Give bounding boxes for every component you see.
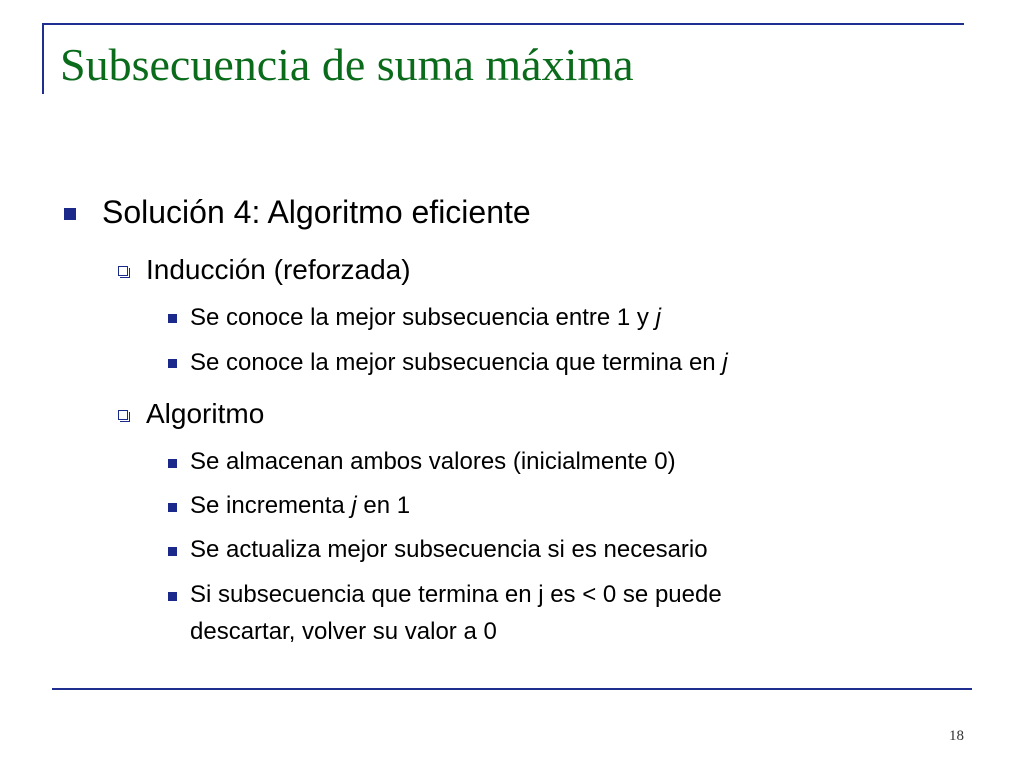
bullet-solution: Solución 4: Algoritmo eficiente [102,194,531,230]
page-number: 18 [949,728,964,744]
bullet-italic-variable: j [655,304,661,331]
bullet-algorithm-item-4-line-2: descartar, volver su valor a 0 [190,618,497,645]
bullet-algorithm-item-4-line-1: Si subsecuencia que termina en j es < 0 se puede [190,581,722,608]
bullet-induction-item-1 [190,303,661,333]
hollow-square-bullet-icon [118,266,128,276]
bullet-text: Se conoce la mejor subsecuencia entre 1 y [190,304,656,331]
square-bullet-icon [168,592,177,601]
bullet-text: en 1 [356,492,411,519]
bullet-text: Se incrementa [190,492,352,519]
square-bullet-icon [168,503,177,512]
bullet-algorithm-item-3: Se actualiza mejor subsecuencia si es necesario [190,536,708,563]
bullet-italic-variable: j [351,492,357,519]
bullet-algorithm-item-1: Se almacenan ambos valores (inicialmente 0) [190,448,676,475]
bullet-algorithm: Algoritmo [146,398,265,429]
bullet-induction: Inducción (reforzada) [146,254,411,285]
square-bullet-icon [64,208,76,220]
square-bullet-icon [168,359,177,368]
bullet-induction-item-2 [190,348,728,378]
square-bullet-icon [168,459,177,468]
square-bullet-icon [168,314,177,323]
square-bullet-icon [168,547,177,556]
bullet-italic-variable: j [722,349,728,376]
bullet-algorithm-item-2 [190,491,410,521]
bullet-text: Se conoce la mejor subsecuencia que termina en [190,349,723,376]
slide-title: Subsecuencia de suma máxima [60,39,634,90]
hollow-square-bullet-icon [118,410,128,420]
footer-divider [52,688,972,690]
